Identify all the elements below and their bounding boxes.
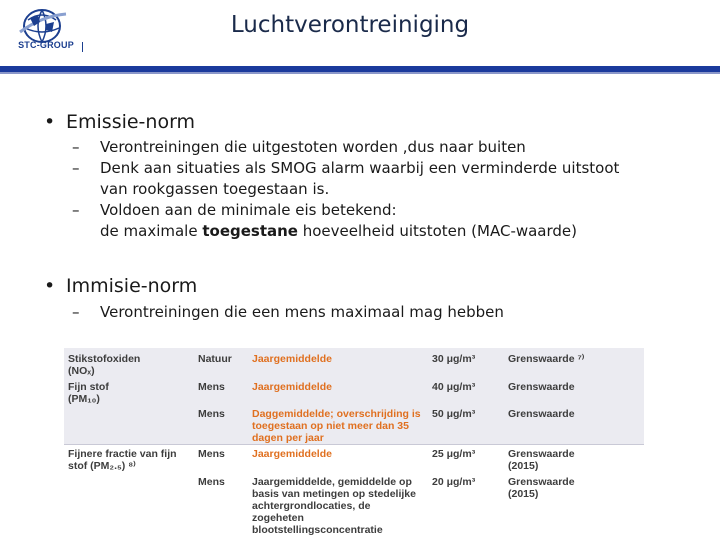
sub-bullet [72, 158, 619, 200]
bullet-emissie-norm [44, 111, 195, 133]
table-cell-substance: Fijnere fractie van fijn [68, 448, 177, 460]
table-cell-status: Grenswaarde [508, 408, 575, 420]
table-cell-value: 50 μg/m³ [432, 408, 476, 420]
table-cell-value: 20 μg/m³ [432, 476, 476, 488]
sub-bullet [72, 137, 526, 158]
table-cell-substance: (PM₁₀) [68, 393, 100, 405]
table-cell-substance: Stikstofoxiden [68, 353, 141, 365]
text-part: de maximale [100, 222, 203, 240]
table-cell-type: Natuur [198, 353, 232, 365]
sub-bullet-text: Verontreiningen die uitgestoten worden ,dus naar buiten [100, 138, 526, 156]
bullet-dot-icon: • [44, 275, 56, 297]
table-divider [64, 444, 644, 445]
table-cell-type: Mens [198, 381, 225, 393]
sub-bullet [72, 200, 577, 242]
table-cell-period: blootstellingsconcentratie [252, 524, 383, 536]
bullet-label: Immisie-norm [66, 275, 198, 297]
bullet-immisie-norm [44, 275, 197, 297]
table-cell-period: toegestaan op niet meer dan 35 [252, 420, 409, 432]
sub-bullet-continuation [72, 221, 577, 242]
table-cell-status: Grenswaarde ⁷⁾ [508, 353, 585, 365]
sub-bullet-text: Denk aan situaties als SMOG alarm waarbij een verminderde uitstoot [100, 159, 620, 177]
bullet-label: Emissie-norm [66, 111, 196, 133]
table-cell-value: 25 μg/m³ [432, 448, 476, 460]
sub-bullet-continuation: van rookgassen toegestaan is. [100, 180, 330, 198]
logo-divider [82, 42, 83, 52]
text-part: hoeveelheid uitstoten (MAC-waarde) [297, 222, 578, 240]
table-cell-status: (2015) [508, 488, 539, 500]
dash-icon: – [72, 303, 80, 321]
table-cell-period: Jaargemiddelde [252, 448, 332, 460]
table-cell-period: Jaargemiddelde, gemiddelde op [252, 476, 412, 488]
table-cell-type: Mens [198, 448, 225, 460]
table-cell-period: zogeheten [252, 512, 304, 524]
table-cell-period: achtergrondlocaties, de [252, 500, 371, 512]
header-band-accent [0, 72, 720, 74]
sub-bullet-text: Verontreiningen die een mens maximaal mag hebben [100, 303, 504, 321]
sub-bullet-text: Voldoen aan de minimale eis betekend: [100, 201, 397, 219]
dash-icon: – [72, 138, 80, 156]
table-cell-type: Mens [198, 476, 225, 488]
table-cell-status: (2015) [508, 460, 539, 472]
emphasized-text: toegestane [202, 222, 298, 240]
logo-text: STC-GROUP [18, 40, 74, 50]
table-cell-period: dagen per jaar [252, 432, 324, 444]
table-cell-status: Grenswaarde [508, 448, 575, 460]
table-cell-period: basis van metingen op stedelijke [252, 488, 416, 500]
dash-icon: – [72, 159, 80, 177]
bullet-dot-icon: • [44, 111, 56, 133]
sub-bullet [72, 302, 504, 323]
table-cell-substance: Fijn stof [68, 381, 109, 393]
table-cell-value: 40 μg/m³ [432, 381, 476, 393]
table-cell-period: Jaargemiddelde [252, 381, 332, 393]
table-cell-substance: stof (PM₂.₅) ⁸⁾ [68, 460, 136, 472]
norms-table [64, 348, 644, 540]
table-cell-period: Jaargemiddelde [252, 353, 332, 365]
slide-title: Luchtverontreiniging [230, 12, 470, 38]
dash-icon: – [72, 201, 80, 219]
table-cell-status: Grenswaarde [508, 476, 575, 488]
table-cell-period: Daggemiddelde; overschrijding is [252, 408, 421, 420]
table-cell-type: Mens [198, 408, 225, 420]
table-cell-substance: (NOₓ) [68, 365, 95, 377]
table-cell-status: Grenswaarde [508, 381, 575, 393]
table-cell-value: 30 μg/m³ [432, 353, 476, 365]
